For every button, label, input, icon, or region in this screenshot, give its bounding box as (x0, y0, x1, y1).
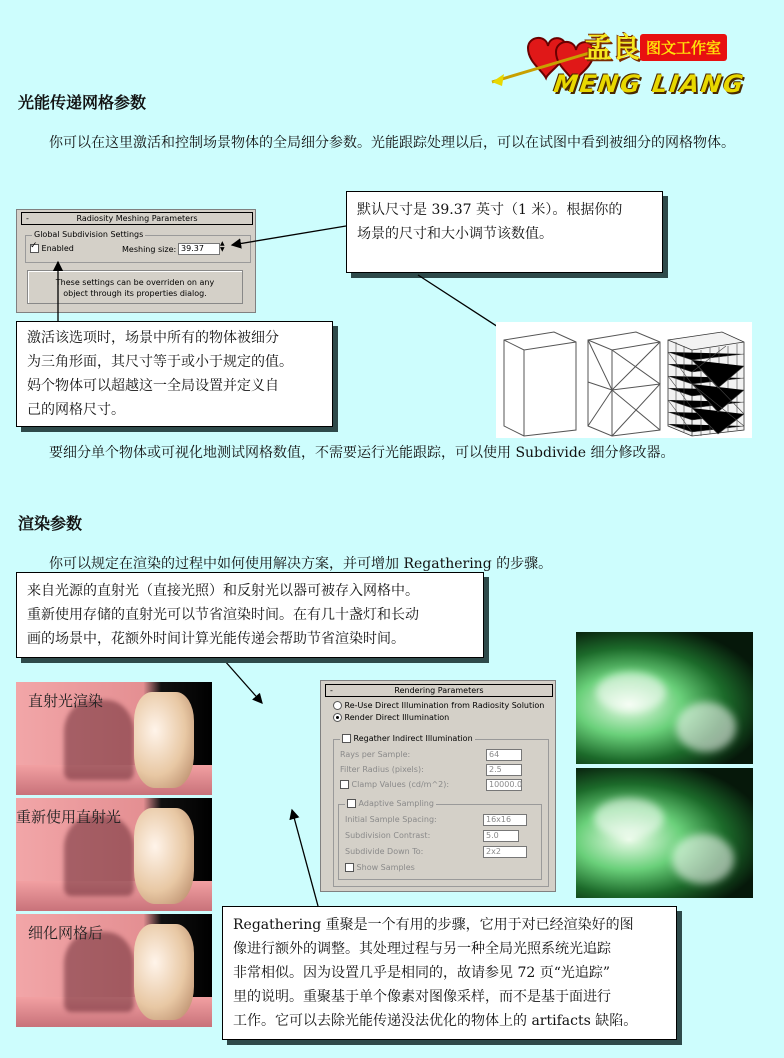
rays-input[interactable]: 64 (486, 749, 522, 761)
regather-face-render-bottom (576, 768, 753, 898)
wireframe-boxes-illustration (496, 322, 752, 438)
callout-line: 己的网格尺寸。 (27, 402, 125, 418)
render-label: 重新使用直射光 (16, 808, 122, 826)
mesh-boxes-figure (496, 322, 752, 438)
section-title-rendering: 渲染参数 (18, 514, 83, 533)
meshing-size-label: Meshing size: (122, 245, 177, 254)
callout-line: 来自光源的直射光（直接光照）和反射光以器可被存入网格中。 (27, 583, 419, 599)
render-direct-label: Render Direct Illumination (344, 713, 450, 722)
clamp-label: Clamp Values (cd/m^2): (351, 780, 450, 789)
render-direct-radio[interactable] (333, 713, 449, 722)
meshing-size-spinner-icon[interactable]: ▲ ▼ (220, 240, 225, 253)
rendering-parameters-dialog (320, 680, 556, 892)
enabled-label: Enabled (41, 244, 74, 253)
callout-line: 工作。它可以去除光能传递没法优化的物体上的 artifacts 缺陷。 (233, 1013, 638, 1029)
rollout-collapse-icon[interactable]: - (330, 686, 333, 695)
callout-line: 画的场景中，花额外时间计算光能传递会帮助节省渲染时间。 (27, 631, 405, 647)
render-label: 细化网格后 (28, 924, 104, 942)
override-note-line-1: These settings can be overriden on any (55, 278, 215, 287)
callout-line: 默认尺寸是 39.37 英寸（1 米）。根据你的 (357, 202, 623, 218)
callout-line: 里的说明。重聚基于单个像素对图像采样，而不是基于面进行 (233, 989, 611, 1005)
reuse-direct-label: Re-Use Direct Illumination from Radiosity Solution (344, 701, 545, 710)
filter-input[interactable]: 2.5 (486, 764, 522, 776)
logo-chinese-name: 孟良 (584, 31, 641, 64)
meshing-intro: 你可以在这里激活和控制场景物体的全局细分参数。光能跟踪处理以后，可以在试图中看到被细分的网格物体。 (49, 135, 735, 151)
dialog-title: Radiosity Meshing Parameters (76, 214, 198, 223)
rollout-collapse-icon[interactable]: - (26, 214, 29, 223)
callout-line: 非常相似。因为设置几乎是相同的，故请参见 72 页“光追踪” (233, 965, 611, 981)
render-direct-light (16, 682, 212, 795)
clamp-checkbox[interactable] (340, 780, 449, 789)
filter-label: Filter Radius (pixels): (340, 765, 424, 774)
render-refined-mesh (16, 914, 212, 1027)
meshing-size-input[interactable]: 39.37 (178, 243, 220, 255)
callout-line: 重新使用存储的直射光可以节省渲染时间。在有几十盏灯和长动 (27, 607, 419, 623)
initial-spacing-select[interactable]: 16x16 (483, 814, 527, 826)
clamp-input[interactable]: 10000.0 (486, 779, 522, 791)
regather-checkbox[interactable] (340, 734, 475, 743)
subdivide-down-label: Subdivide Down To: (345, 847, 424, 856)
show-samples-checkbox[interactable] (345, 863, 415, 872)
regather-label: Regather Indirect Illumination (353, 734, 473, 743)
regather-group (333, 734, 549, 887)
callout-line: 场景的尺寸和大小调节该数值。 (357, 226, 553, 242)
group-label: Global Subdivision Settings (34, 230, 144, 239)
subdivide-down-select[interactable]: 2x2 (483, 846, 527, 858)
initial-spacing-label: Initial Sample Spacing: (345, 815, 437, 824)
regathering-callout (222, 906, 677, 1040)
callout-line: 为三角形面，其尺寸等于或小于规定的值。 (27, 354, 293, 370)
logo-english-name: MENG LIANG (552, 70, 747, 98)
contrast-input[interactable]: 5.0 (483, 830, 519, 842)
rendering-intro: 你可以规定在渲染的过程中如何使用解决方案，并可增加 Regathering 的步骤。 (49, 556, 553, 572)
direct-light-callout (16, 572, 484, 658)
adaptive-checkbox[interactable] (345, 799, 436, 808)
callout-line: 像进行额外的调整。其处理过程与另一种全局光照系统光追踪 (233, 941, 611, 957)
subdivide-note: 要细分单个物体或可视化地测试网格数值，不需要运行光能跟踪，可以使用 Subdivide 细分修改器。 (49, 445, 675, 461)
callout-line: 激活该选项时，场景中所有的物体被细分 (27, 330, 279, 346)
rays-label: Rays per Sample: (340, 750, 411, 759)
logo-tagline: 图文工作室 (640, 34, 727, 61)
show-samples-label: Show Samples (356, 863, 415, 872)
reuse-direct-radio[interactable] (333, 701, 544, 710)
section-title-meshing: 光能传递网格参数 (18, 93, 147, 112)
adaptive-sampling-group (338, 799, 542, 880)
render-label: 直射光渲染 (28, 692, 104, 710)
callout-line: 妈个物体可以超越这一全局设置并定义自 (27, 378, 279, 394)
callout-line: Regathering 重聚是一个有用的步骤，它用于对已经渲染好的图 (233, 917, 634, 933)
adaptive-label: Adaptive Sampling (358, 799, 434, 808)
regather-face-render-top (576, 632, 753, 764)
dialog-title: Rendering Parameters (394, 686, 484, 695)
render-reuse-direct (16, 798, 212, 911)
override-note-line-2: object through its properties dialog. (63, 289, 207, 298)
contrast-label: Subdivision Contrast: (345, 831, 431, 840)
